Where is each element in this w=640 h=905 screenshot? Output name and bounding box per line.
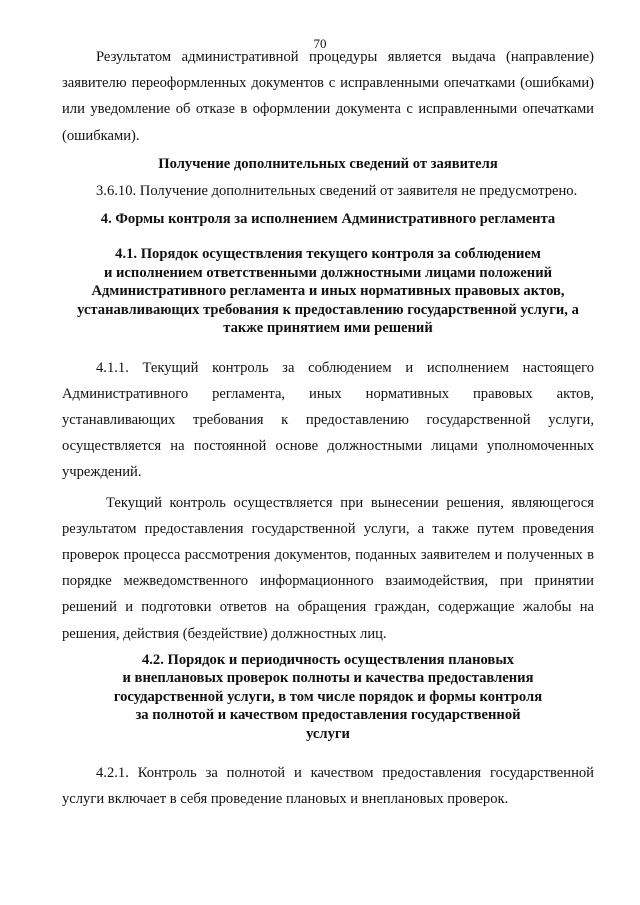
paragraph-4-2-1: 4.2.1. Контроль за полнотой и качеством предоставления государственной услуги включает в себя проведение плановых и внеплановых проверок. [62, 765, 594, 808]
heading-4-1: 4.1. Порядок осуществления текущего контроля за соблюдением и исполнением ответственными должностными лицами положений Административного регламента и иных нормативных правовых актов, устанавливающих требования к предоставлению государственной услуги, а также принятием ими решений [77, 246, 579, 337]
paragraph-4-1-1: 4.1.1. Текущий контроль за соблюдением и исполнением настоящего Административного регламента, иных нормативных правовых актов, устанавливающих требования к предоставлению государственной услуги, осуществляется на постоянной основе должностными лицами уполномоченных учреждений. [62, 359, 594, 481]
section-4-heading: 4. Формы контроля за исполнением Административного регламента [100, 211, 556, 228]
paragraph-3-6-10: 3.6.10. Получение дополнительных сведений от заявителя не предусмотрено. [96, 182, 578, 199]
subheading-additional-info: Получение дополнительных сведений от заявителя [158, 155, 498, 172]
heading-4-2: 4.2. Порядок и периодичность осуществления плановых и внеплановых проверок полноты и качества предоставления государственной услуги, в том числе порядок и формы контроля за полнотой и качеством предоставления государственной услуги [113, 651, 543, 742]
page-number: 70 [313, 36, 327, 51]
paragraph-current-control: Текущий контроль осуществляется при вынесении решения, являющегося результатом предоставления государственной услуги, а также путем проведения проверок процесса рассмотрения документов, поданных заявителем и полученных в порядке межведомственного информационного взаимодействия, при принятии решений и подготовки ответов на обращения граждан, содержащие жалобы на решения, действия (бездействие) должностных лиц. [62, 494, 594, 642]
paragraph-result: Результатом административной процедуры является выдача (направление) заявителю переоформленных документов с исправленными опечатками (ошибками) или уведомление об отказе в оформлении документа с исправленными опечатками (ошибками). [62, 49, 594, 144]
document-body [62, 44, 594, 813]
